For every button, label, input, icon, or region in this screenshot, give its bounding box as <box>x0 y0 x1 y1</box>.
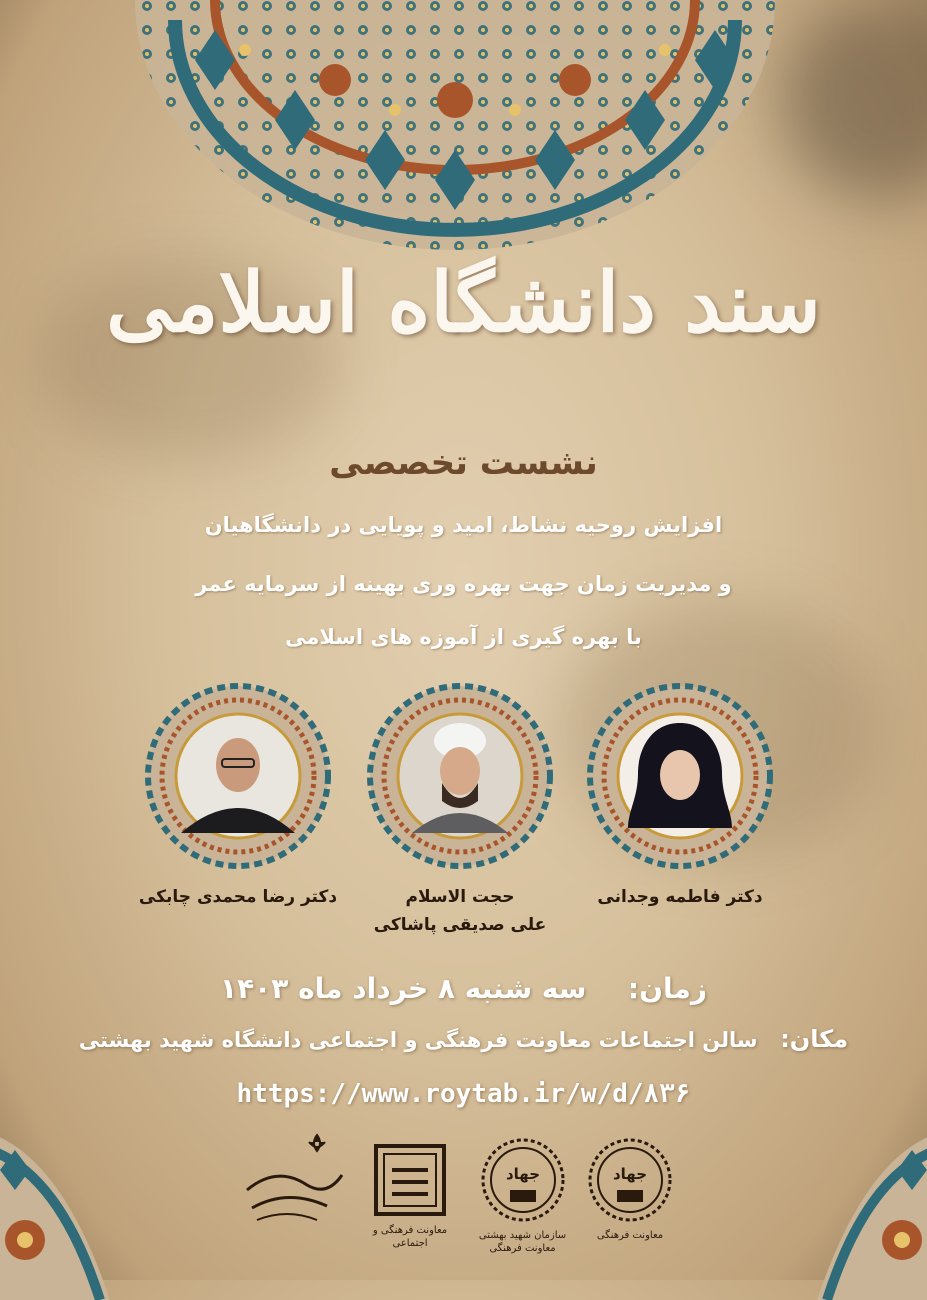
poster-subtitle: نشست تخصصی <box>329 443 598 483</box>
logo-text: جهاد <box>505 1165 540 1183</box>
beheshti-university-logo <box>365 1140 455 1250</box>
speaker-name-line-2: علی صدیقی پاشاکی <box>373 915 547 935</box>
calligraphy-emblem-icon <box>237 1130 347 1230</box>
place-value: سالن اجتماعات معاونت فرهنگی و اجتماعی دانشگاه شهید بهشتی <box>78 1028 758 1052</box>
logo-text: جهاد <box>612 1165 648 1183</box>
topic-line-1: افزایش روحیه نشاط، امید و پویایی در دانشگاهیان <box>204 513 723 537</box>
cleric-speaker-photo-icon <box>367 683 553 869</box>
corner-ornament <box>797 1130 927 1300</box>
logo-caption: معاونت فرهنگی و اجتماعی <box>372 1225 448 1249</box>
speaker-card <box>570 683 790 911</box>
jahad-cultural-logo <box>580 1135 680 1242</box>
jahad-emblem-icon <box>585 1135 675 1225</box>
speaker-card <box>350 683 570 939</box>
poster-title: سند دانشگاه اسلامی <box>106 255 821 351</box>
time-value: سه شنبه ۸ خرداد ماه ۱۴۰۳ <box>220 972 587 1005</box>
top-ornament <box>135 0 775 250</box>
speaker-name: دکتر فاطمه وجدانی <box>597 887 763 907</box>
topic-line-2: و مدیریت زمان جهت بهره وری بهینه از سرمایه عمر <box>195 572 732 596</box>
jahad-beheshti-logo <box>470 1135 575 1255</box>
male-speaker-photo-icon <box>145 683 331 869</box>
university-seal-icon <box>370 1140 450 1220</box>
topic-line-3: با بهره گیری از آموزه های اسلامی <box>285 625 642 649</box>
logo-caption: معاونت فرهنگی <box>596 1230 664 1241</box>
speaker-card <box>128 683 348 911</box>
time-row <box>0 972 927 1005</box>
place-label: مکان: <box>780 1025 849 1053</box>
background-stain <box>780 0 927 200</box>
speaker-name-line-1: حجت الاسلام <box>405 887 515 907</box>
place-row <box>0 1025 927 1053</box>
event-url[interactable]: https://www.roytab.ir/w/d/۸۳۶ <box>236 1079 691 1109</box>
speaker-name: دکتر رضا محمدی چابکی <box>138 887 338 907</box>
corner-ornament <box>0 1130 130 1300</box>
logo-caption-line-1: سازمان شهید بهشتی <box>478 1230 567 1241</box>
time-label: زمان: <box>627 972 707 1005</box>
leader-representation-logo <box>232 1130 352 1234</box>
logo-caption-line-2: معاونت فرهنگی <box>489 1243 556 1254</box>
jahad-emblem-icon <box>478 1135 568 1225</box>
female-speaker-photo-icon <box>587 683 773 869</box>
